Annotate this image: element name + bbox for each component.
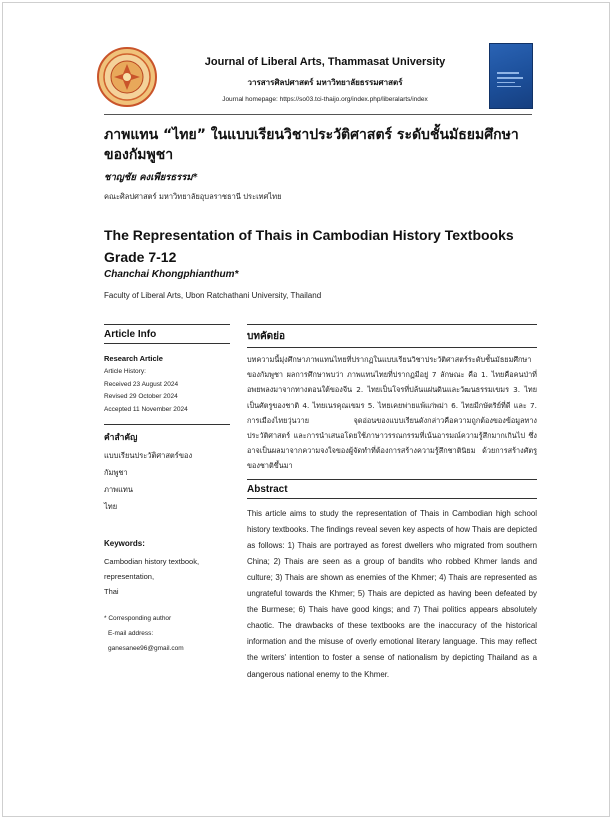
- english-affiliation: Faculty of Liberal Arts, Ubon Ratchathani University, Thailand: [104, 291, 322, 300]
- article-info-column: [104, 324, 230, 656]
- keywords-english-heading: Keywords:: [104, 539, 145, 548]
- corresponding-author-note: * Corresponding author: [104, 615, 172, 622]
- accepted-date: Accepted 11 November 2024: [104, 405, 188, 413]
- article-type: Research Article: [104, 354, 163, 363]
- keyword-thai-item: ภาพแทน: [104, 485, 134, 494]
- journal-name-thai: วารสารศิลปศาสตร์ มหาวิทยาลัยธรรมศาสตร์: [247, 78, 403, 87]
- thai-affiliation: คณะศิลปศาสตร์ มหาวิทยาลัยอุบลราชธานี ประเทศไทย: [104, 192, 282, 201]
- keywords-thai-heading: คำสำคัญ: [104, 433, 138, 443]
- english-title: The Representation of Thais in Cambodian History Textbooks Grade 7-12: [104, 227, 514, 265]
- thai-author: ชาญชัย คงเพียรธรรม*: [104, 172, 198, 183]
- received-date: Received 23 August 2024: [104, 380, 179, 388]
- abstract-thai-text: บทความนี้มุ่งศึกษาภาพแทนไทยที่ปรากฏในแบบเรียนวิชาประวัติศาสตร์ระดับชั้นมัธยมศึกษาของกัมพูชา ผลการศึกษาพบว่า ภาพแทนไทยที่ปรากฏมีอยู่ 7 ลักษณะ คือ 1. ไทยคือคนป่าที่อพยพลงมาจากทางตอนใต้ของจีน 2. ไทยเป็นโจรที่ปล้นแผ่นดินและวัฒนธรรมเขมร 3. ไทยเป็นศัตรูของชาติ 4. ไทยเนรคุณเขมร 5. ไทยเคยพ่ายแพ้แก่พม่า 6. ไทยมีกษัตริย์ที่ดี และ 7. การเมืองไทยวุ่นวาย จุดอ่อนของแบบเรียนดังกล่าวคือความถูกต้องของข้อมูลทางประวัติศาสตร์ และการนำเสนอโดยใช้ภาษาวรรณกรรมที่เน้นอารมณ์ความรู้สึกมากเกินไป ซึ่งอาจเป็นผลมาจากความจงใจของผู้จัดทำที่ต้องการสร้างความรู้สึกชาตินิยม ด้วยการสร้างศัตรูของชาติขึ้นมา: [247, 355, 537, 471]
- journal-homepage-link[interactable]: Journal homepage: https://so03.tci-thaijo.org/index.php/liberalarts/index: [222, 96, 428, 103]
- keyword-english-item: representation,: [104, 572, 155, 581]
- keyword-english-item: Cambodian history textbook,: [104, 557, 200, 566]
- journal-cover-thumbnail: [489, 43, 533, 109]
- abstract-column: [247, 324, 537, 683]
- journal-name: Journal of Liberal Arts, Thammasat University: [204, 56, 446, 68]
- revised-date: Revised 29 October 2024: [104, 393, 178, 400]
- university-seal-icon: [97, 47, 157, 107]
- thai-title: ภาพแทน “ไทย” ในแบบเรียนวิชาประวัติศาสตร์ ระดับชั้นมัธยมศึกษาของกัมพูชา: [104, 127, 519, 163]
- keyword-thai-item: แบบเรียนประวัติศาสตร์ของ: [104, 451, 193, 460]
- english-author: Chanchai Khongphianthum*: [104, 269, 239, 280]
- article-history-label: Article History:: [104, 368, 146, 375]
- abstract-thai-heading: บทคัดย่อ: [247, 331, 285, 342]
- keyword-thai-item: ไทย: [104, 502, 118, 511]
- keyword-english-item: Thai: [104, 587, 119, 596]
- article-info-heading: Article Info: [104, 329, 157, 340]
- header-divider: [104, 114, 532, 115]
- abstract-english-heading: Abstract: [247, 483, 288, 495]
- email-label: E-mail address:: [108, 630, 154, 637]
- email-link[interactable]: ganesanee96@gmail.com: [108, 645, 184, 652]
- keyword-thai-item: กัมพูชา: [104, 468, 128, 477]
- abstract-english-text: This article aims to study the representation of Thais in Cambodian high school history textbooks. The findings reveal seven key aspects of how Thais are depicted as follows: 1) Thais are portrayed as forest dwellers who migrated from southern China; 2) Thais are seen as a group of bandits who robbed Khmer lands and culture; 3) Thais are shown as enemies of the Khmer; 4) Thais are represented as ungrateful towards the Khmer; 5) Thais are depicted as having been defeated by the Burmese; 6) Thais have good kings; and 7) Thai politics appears absolutely chaotic. The drawbacks of these textbooks are the inaccuracy of the historical information and the misuse of overly emotional literary language. This may reflect the writers' intention to foster a sense of nationalism by depicting Thailand as a dangerous national enemy to the Khmer.: [247, 508, 537, 679]
